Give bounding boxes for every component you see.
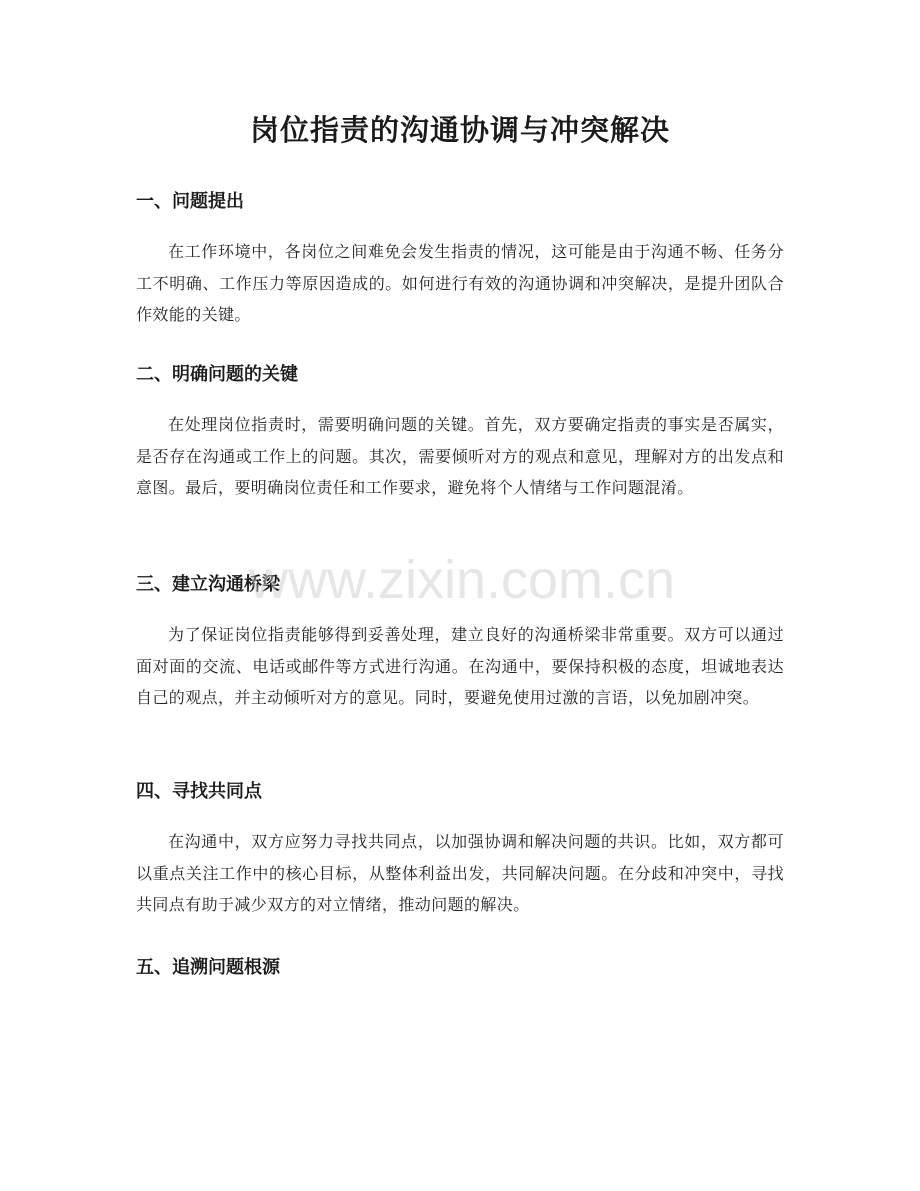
section-heading-1: 一、问题提出 <box>136 191 244 212</box>
watermark: www.zixin.com.cn <box>248 550 676 610</box>
section-heading-2: 二、明确问题的关键 <box>136 364 298 385</box>
section-paragraph-2: 在处理岗位指责时，需要明确问题的关键。首先，双方要确定指责的事实是否属实，是否存在沟通或工作上的问题。其次，需要倾听对方的观点和意见，理解对方的出发点和意图。最后，要明确岗位责任和工作要求，避免将个人情绪与工作问题混淆。 <box>136 415 784 497</box>
section-paragraph-1: 在工作环境中，各岗位之间难免会发生指责的情况，这可能是由于沟通不畅、任务分工不明确、工作压力等原因造成的。如何进行有效的沟通协调和冲突解决，是提升团队合作效能的关键。 <box>136 242 784 324</box>
page-title: 岗位指责的沟通协调与冲突解决 <box>249 113 670 147</box>
section-heading-4: 四、寻找共同点 <box>136 781 262 802</box>
section-heading-3: 三、建立沟通桥梁 <box>136 574 280 595</box>
section-heading-5: 五、追溯问题根源 <box>136 957 280 978</box>
section-paragraph-3: 为了保证岗位指责能够得到妥善处理，建立良好的沟通桥梁非常重要。双方可以通过面对面的交流、电话或邮件等方式进行沟通。在沟通中，要保持积极的态度，坦诚地表达自己的观点，并主动倾听对方的意见。同时，要避免使用过激的言语，以免加剧冲突。 <box>136 625 784 707</box>
section-paragraph-4: 在沟通中，双方应努力寻找共同点，以加强协调和解决问题的共识。比如，双方都可以重点关注工作中的核心目标，从整体利益出发，共同解决问题。在分歧和冲突中，寻找共同点有助于减少双方的对立情绪，推动问题的解决。 <box>136 832 784 914</box>
